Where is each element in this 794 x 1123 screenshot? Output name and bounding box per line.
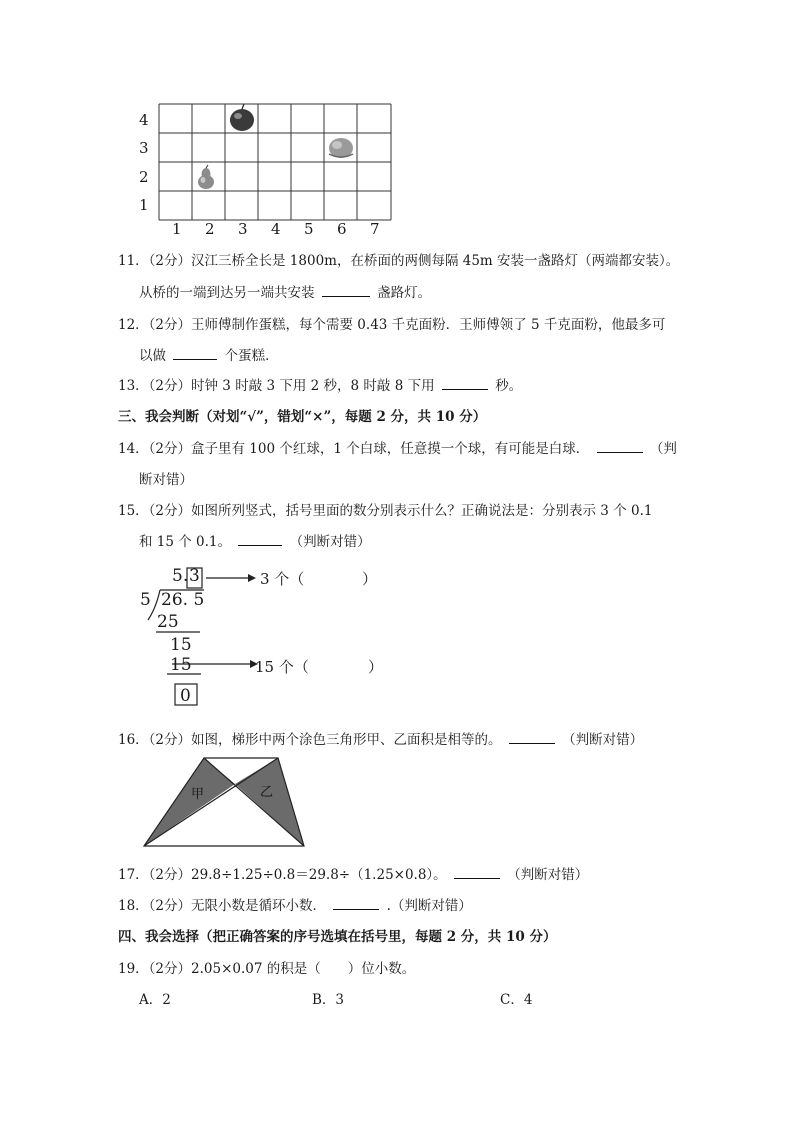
- question-15-text-post: （判断对错）: [289, 534, 371, 550]
- arrow-2-close: ）: [368, 658, 384, 676]
- question-11-line2: [139, 281, 431, 301]
- quotient-integer: 5.: [172, 566, 189, 586]
- section-3-title: 三、我会判断（对划“√”，错划“×”，每题 2 分，共 10 分）: [118, 409, 487, 425]
- answer-blank-16[interactable]: [509, 729, 555, 744]
- question-11-line1: 11．（2分）汉江三桥全长是 1800m，在桥面的两侧每隔 45m 安装一盏路灯（两端都安装）。: [118, 253, 680, 269]
- question-18-text-post: .（判断对错）: [386, 898, 472, 914]
- label-yi: 乙: [260, 785, 274, 800]
- col-label-1: 1: [172, 220, 182, 238]
- answer-blank-13[interactable]: [442, 375, 488, 390]
- question-17: [118, 863, 588, 883]
- arrow-head-1: [248, 574, 256, 582]
- row-label-3: 3: [139, 139, 149, 157]
- col-label-6: 6: [337, 220, 347, 238]
- question-11-text-post: 盏路灯。: [377, 285, 432, 301]
- subtract-1: 25: [157, 612, 179, 632]
- subtract-2: 15: [170, 655, 192, 675]
- row-label-4: 4: [139, 111, 149, 129]
- question-12-line1: 12．（2分）王师傅制作蛋糕，每个需要 0.43 千克面粉．王师傅领了 5 千克面粉，他最多可: [118, 317, 666, 333]
- question-16-text-pre: 16．（2分）如图，梯形中两个涂色三角形甲、乙面积是相等的。: [118, 732, 502, 748]
- arrow-1-label: 3 个（: [260, 570, 305, 588]
- apple-icon: [230, 104, 254, 131]
- question-16-text-post: （判断对错）: [562, 732, 644, 748]
- question-17-text-post: （判断对错）: [507, 867, 589, 883]
- answer-blank-14[interactable]: [597, 438, 643, 453]
- arrow-1-close: ）: [362, 570, 378, 588]
- col-label-3: 3: [238, 220, 248, 238]
- question-13: [118, 374, 522, 394]
- question-15-line1: 15．（2分）如图所列竖式，括号里面的数分别表示什么？正确说法是：分别表示 3 个 0.1: [118, 503, 653, 519]
- trapezoid-figure: [140, 756, 310, 850]
- question-18-text-pre: 18．（2分）无限小数是循环小数．: [118, 898, 327, 914]
- answer-blank-12[interactable]: [173, 345, 217, 360]
- question-17-text-pre: 17．（2分）29.8÷1.25÷0.8＝29.8÷（1.25×0.8）。: [118, 867, 447, 883]
- col-label-4: 4: [271, 220, 281, 238]
- question-18: [118, 894, 472, 914]
- question-13-text-post: 秒。: [495, 378, 523, 394]
- final-remainder: 0: [180, 686, 191, 706]
- question-12-text-pre: 以做: [139, 348, 166, 364]
- col-label-2: 2: [205, 220, 215, 238]
- question-14-line1: [118, 437, 677, 457]
- col-label-5: 5: [304, 220, 314, 238]
- quotient-boxed-digit: 3: [189, 566, 200, 586]
- answer-blank-11[interactable]: [322, 282, 370, 297]
- label-jia: 甲: [191, 787, 205, 802]
- question-14-text-pre: 14．（2分）盒子里有 100 个红球，1 个白球，任意摸一个球，有可能是白球．: [118, 441, 590, 457]
- question-19-stem: 19．（2分）2.05×0.07 的积是（ ）位小数。: [118, 961, 416, 977]
- question-15-line2: [139, 530, 371, 550]
- question-12-line2: [139, 344, 279, 364]
- question-16: [118, 728, 643, 748]
- remainder-1: 15: [170, 635, 192, 655]
- answer-blank-17[interactable]: [454, 864, 500, 879]
- option-b[interactable]: B．3: [312, 992, 345, 1008]
- row-label-2: 2: [139, 168, 149, 186]
- col-label-7: 7: [370, 220, 380, 238]
- triangle-yi: [235, 758, 304, 846]
- dividend: 26. 5: [161, 590, 205, 610]
- pear-icon: [198, 165, 214, 189]
- divisor: 5: [140, 590, 151, 610]
- answer-blank-18[interactable]: [333, 895, 379, 910]
- question-14-text-post: （判: [649, 441, 677, 457]
- peach-icon: [329, 138, 353, 158]
- arrow-2-label: 15 个（: [255, 658, 309, 676]
- question-13-text-pre: 13．（2分）时钟 3 时敲 3 下用 2 秒，8 时敲 8 下用: [118, 378, 435, 394]
- answer-blank-15[interactable]: [238, 531, 282, 546]
- triangle-jia: [144, 758, 235, 846]
- question-15-text-pre: 和 15 个 0.1。: [139, 534, 232, 550]
- question-12-text-post: 个蛋糕．: [224, 348, 279, 364]
- section-4-title: 四、我会选择（把正确答案的序号选填在括号里，每题 2 分，共 10 分）: [118, 929, 557, 945]
- question-14-line2: 断对错）: [139, 472, 193, 488]
- row-label-1: 1: [139, 196, 149, 214]
- option-a[interactable]: A．2: [139, 992, 171, 1008]
- option-c[interactable]: C．4: [500, 992, 533, 1008]
- question-11-text-pre: 从桥的一端到达另一端共安装: [139, 285, 315, 301]
- grid-lines: [157, 102, 393, 222]
